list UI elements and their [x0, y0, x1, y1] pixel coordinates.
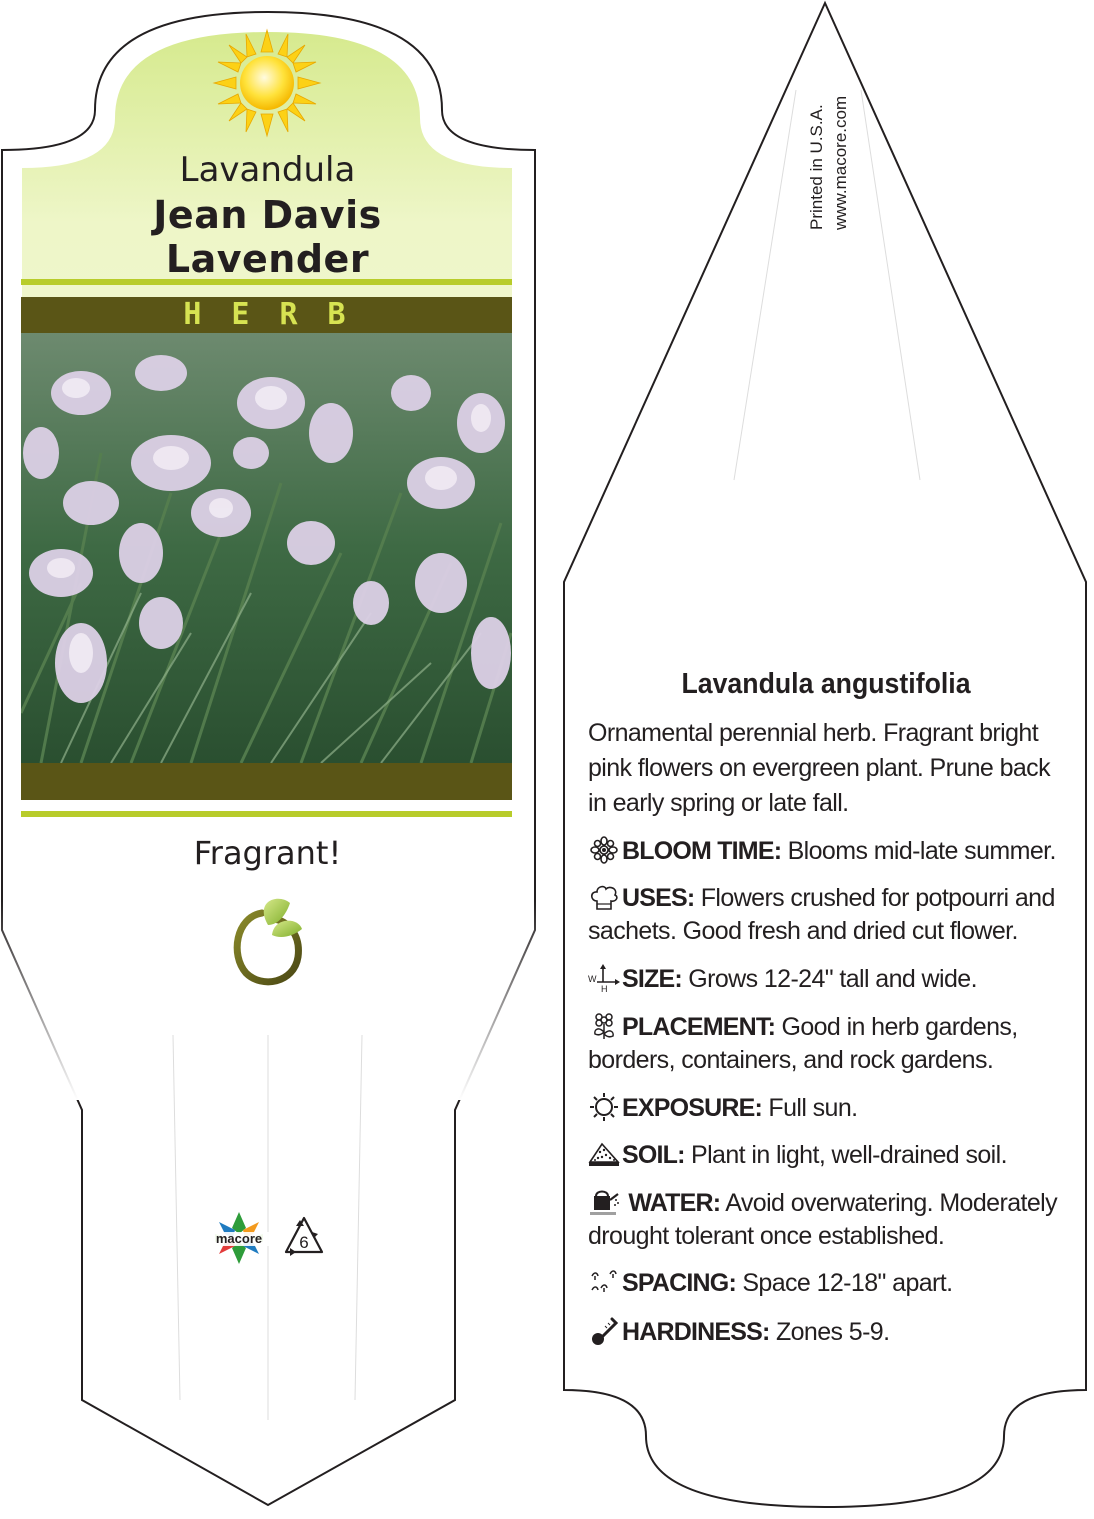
sun-outline-icon: [588, 1093, 622, 1121]
category-label: HERB: [183, 297, 376, 332]
printed-in-usa: Printed in U.S.A.: [807, 104, 826, 230]
spacing-icon: [588, 1268, 622, 1296]
plant-description: Ornamental perennial herb. Fragrant bright pink flowers on evergreen plant. Prune back in early spring or late fall.: [588, 719, 1050, 817]
detail-label: WATER:: [628, 1189, 721, 1217]
detail-bloom-time: [588, 835, 1058, 868]
flower-icon: [588, 836, 622, 864]
front-genus: Lavandula: [179, 150, 356, 190]
detail-water: [588, 1187, 1058, 1253]
detail-text: Zones 5-9.: [775, 1318, 890, 1346]
recycle-number: 6: [299, 1233, 309, 1252]
botanical-name: Lavandula angustifolia: [681, 668, 971, 700]
front-common-name-line1: Jean Davis: [153, 193, 382, 237]
leaf-swirl-icon: [228, 895, 308, 990]
detail-label: BLOOM TIME:: [622, 837, 782, 865]
detail-text: Grows 12-24" tall and wide.: [688, 965, 977, 993]
recycle-icon: [282, 1214, 326, 1260]
printed-website: www.macore.com: [831, 95, 850, 230]
detail-spacing: [588, 1267, 1058, 1300]
detail-text: Plant in light, well-drained soil.: [691, 1141, 1007, 1169]
svg-text:W: W: [588, 974, 596, 984]
front-tagline: Fragrant!: [193, 834, 342, 872]
plant-photo: [21, 333, 512, 763]
detail-size: [588, 963, 1058, 996]
category-band: [21, 297, 512, 333]
detail-text: Good in herb gardens, borders, containers, and rock gardens.: [588, 1013, 1018, 1074]
detail-label: PLACEMENT:: [622, 1013, 776, 1041]
printed-in-label: [781, 62, 850, 232]
photo-bottom-band: [21, 763, 512, 800]
watering-can-icon: [588, 1188, 622, 1216]
detail-text: Avoid overwatering. Moderately drought tolerant once established.: [588, 1189, 1058, 1250]
chef-hat-icon: [588, 883, 622, 911]
detail-hardiness: [588, 1316, 1058, 1349]
detail-text: Full sun.: [768, 1094, 858, 1122]
detail-text: Blooms mid-late summer.: [787, 837, 1056, 865]
detail-label: EXPOSURE:: [622, 1094, 763, 1122]
front-common-name-line2: Lavender: [165, 237, 370, 281]
detail-soil: [588, 1139, 1058, 1172]
detail-placement: [588, 1011, 1058, 1077]
size-arrows-icon: [588, 964, 622, 992]
sun-icon: [212, 28, 322, 138]
detail-label: USES:: [622, 884, 695, 912]
placement-flower-icon: [588, 1012, 622, 1040]
detail-label: SOIL:: [622, 1141, 685, 1169]
detail-label: SPACING:: [622, 1269, 736, 1297]
detail-exposure: [588, 1092, 1058, 1125]
soil-icon: [588, 1140, 622, 1168]
macore-logo-text: macore: [215, 1231, 263, 1246]
svg-text:H: H: [601, 984, 607, 992]
detail-text: Flowers crushed for potpourri and sachets. Good fresh and dried cut flower.: [588, 884, 1055, 945]
thermometer-icon: [588, 1317, 622, 1345]
detail-uses: [588, 882, 1058, 948]
detail-text: Space 12-18" apart.: [742, 1269, 953, 1297]
detail-label: HARDINESS:: [622, 1318, 770, 1346]
detail-label: SIZE:: [622, 965, 682, 993]
macore-logo: [204, 1208, 274, 1268]
